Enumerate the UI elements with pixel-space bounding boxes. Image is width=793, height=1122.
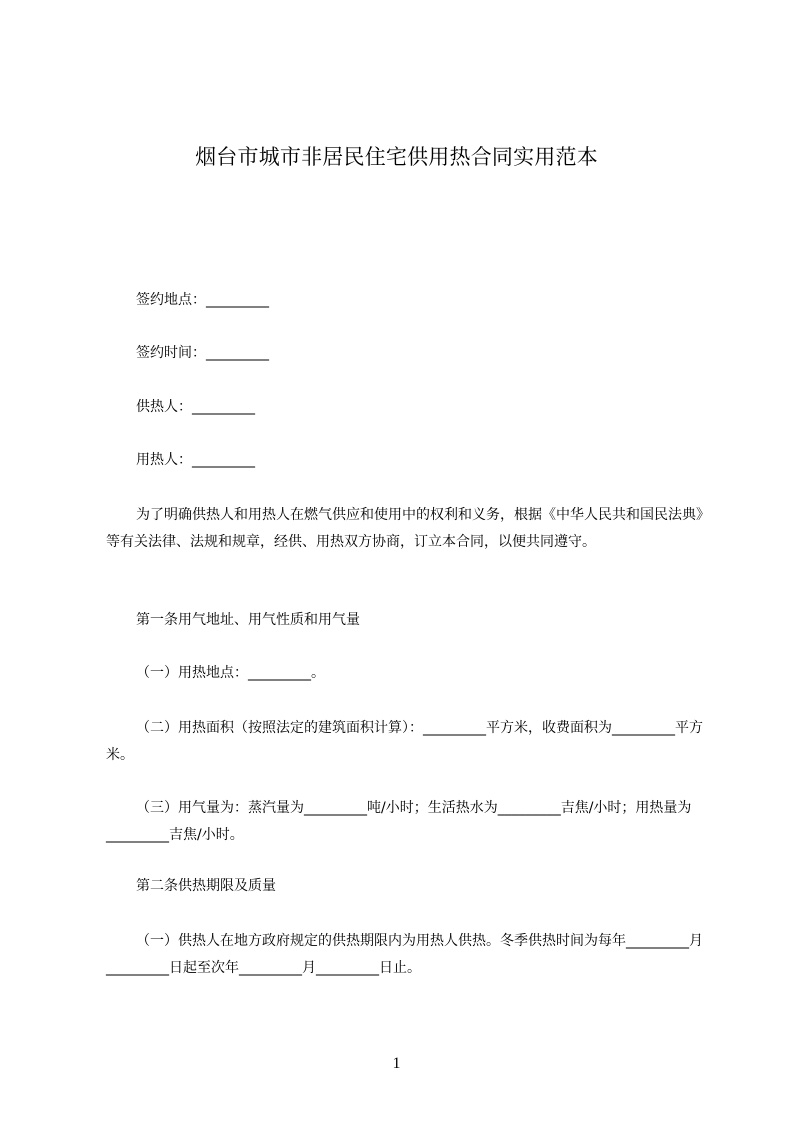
page-number: 1	[392, 1055, 401, 1072]
field-supplier: 供热人：_________	[136, 399, 255, 415]
intro-paragraph: 为了明确供热人和用热人在燃气供应和使用中的权利和义务，根据《中华人民共和国民法典》等有关法律、法规和规章，经供、用热双方协商，订立本合同，以便共同遵守。	[106, 507, 703, 550]
document-title: 烟台市城市非居民住宅供用热合同实用范本	[195, 145, 598, 169]
article2-item1: （一）供热人在地方政府规定的供热期限内为用热人供热。冬季供热时间为每年_________月_________日起至次年_________月_________日止。	[106, 933, 703, 976]
article1-item1: （一）用热地点：_________。	[136, 665, 325, 681]
article1-item3: （三）用气量为：蒸汽量为_________吨/小时；生活热水为_________吉焦/小时；用热量为_________吉焦/小时。	[106, 800, 692, 843]
field-user: 用热人：_________	[136, 452, 255, 468]
field-sign-time: 签约时间：_________	[136, 345, 269, 361]
article2-heading: 第二条供热期限及质量	[136, 878, 276, 894]
field-sign-place: 签约地点：_________	[136, 292, 269, 308]
article1-item2: （二）用热面积（按照法定的建筑面积计算）：_________平方米，收费面积为_________平方米。	[106, 720, 703, 763]
article1-heading: 第一条用气地址、用气性质和用气量	[136, 612, 360, 628]
